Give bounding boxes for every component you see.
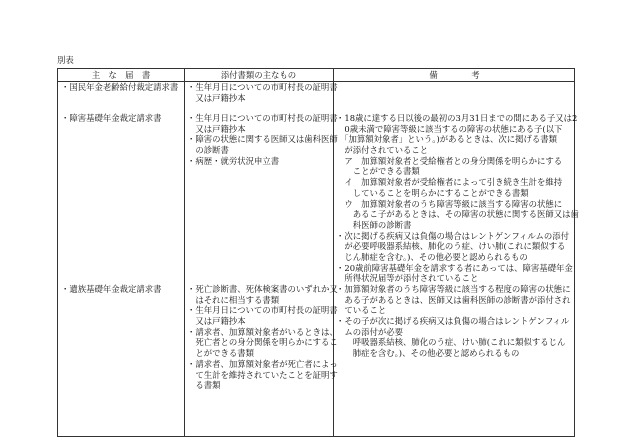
row-1-notification: [61, 82, 178, 93]
header-remarks: 備 考: [429, 70, 480, 80]
text-line: の診断書: [187, 145, 229, 156]
text-line: 呼吸器系結核、肺化のう症、けい肺(これに類似するじん: [336, 337, 566, 348]
text-line: ムの添付が必要: [336, 326, 403, 337]
text-line: イ 加算額対象者が受給権者によって引き続き生計を維持: [336, 177, 563, 188]
text-line: 0歳未満で障害等級に該当するの障害の状態にある子(以下: [336, 123, 563, 134]
text-line: ア 加算額対象者と受給権者との身分関係を明らかにする: [336, 155, 563, 166]
text-line: ・加算額対象者のうち障害等級に該当する程度の障害の状態に: [336, 284, 571, 294]
text-line: ・病歴・就労状況申立書: [187, 155, 280, 166]
row-3-remarks: [336, 284, 571, 359]
text-line: ていること: [336, 305, 387, 316]
row-2-notification: [61, 113, 162, 124]
header-attachments: 添付書類の主なもの: [220, 70, 297, 80]
text-line: が必要呼吸器系結核、肺化のう症、けい肺(これに類似する: [336, 241, 566, 252]
text-line: ・生年月日についての市町村長の証明書: [187, 82, 338, 92]
text-line: 死亡者との身分関係を明らかにするこ: [187, 337, 338, 348]
text-line: ・20歳前障害基礎年金を請求する者にあっては、障害基礎年金: [336, 262, 573, 273]
row-3-notification: [61, 284, 162, 295]
text-line: ・生年月日についての市町村長の証明書: [187, 305, 338, 316]
text-line: 又は戸籍抄本: [187, 123, 246, 134]
text-line: 科医師の診断書: [336, 219, 412, 230]
text-line: とができる書類: [187, 348, 254, 359]
column-divider: [184, 69, 185, 436]
text-line: ・生年月日についての市町村長の証明書: [187, 113, 338, 123]
text-line: はそれに相当する書類: [187, 294, 280, 305]
header-notification: 主 な 届 書: [91, 70, 151, 80]
text-line: ・死亡診断書、死体検案書のいずれか又: [187, 284, 338, 294]
text-line: あるこ子があるときは、その障害の状態に関する医師又は歯: [336, 209, 579, 220]
text-line: していることを明らかにすることができる書類: [336, 187, 529, 198]
caption-label: 別表: [57, 55, 74, 65]
text-line: る書類: [187, 380, 221, 391]
row-2-attachments: [187, 113, 338, 166]
text-line: じん肺症を含む。)、その他必要と認められるもの: [336, 251, 528, 262]
text-line: ・請求者、加算額対象者がいるときは、: [187, 326, 338, 337]
text-line: ・国民年金老齢給付裁定請求書: [61, 82, 179, 92]
text-line: 又は戸籍抄本: [187, 92, 246, 103]
text-line: ウ 加算額対象者のうち障害等級に該当する障害の状態に: [336, 198, 563, 209]
text-line: 「加算額対象者」という。)があるときは、次に掲げる書類: [336, 134, 558, 145]
text-line: ・請求者、加算額対象者が死亡者によっ: [187, 358, 338, 369]
text-line: ことができる書類: [336, 166, 420, 177]
row-1-attachments: [187, 82, 338, 103]
text-line: ある子があるときは、医師又は歯科医師の診断書が添付され: [336, 294, 571, 305]
text-line: ・遺族基礎年金裁定請求書: [61, 284, 162, 294]
attachment-table: [57, 68, 579, 437]
text-line: て生計を維持されていたことを証明す: [187, 369, 338, 380]
text-line: が添付されていること: [336, 145, 429, 156]
text-line: ・障害基礎年金裁定請求書: [61, 113, 162, 123]
text-line: ・18歳に達する日以後の最初の3月31日までの間にある子又は2: [336, 113, 578, 123]
text-line: ・次に掲げる疾病又は負傷の場合はレントゲンフィルムの添付: [336, 230, 569, 241]
text-line: 又は戸籍抄本: [187, 316, 246, 327]
row-2-remarks: [336, 113, 579, 284]
text-line: ・その子が次に掲げる疾病又は負傷の場合はレントゲンフィル: [336, 316, 570, 327]
row-3-attachments: [187, 284, 338, 391]
text-line: ・障害の状態に関する医師又は歯科医師: [187, 134, 338, 145]
text-line: 所得状況届等が添付されていること: [336, 273, 479, 284]
text-line: 肺症を含む。)、その他必要と認められるもの: [336, 348, 520, 359]
